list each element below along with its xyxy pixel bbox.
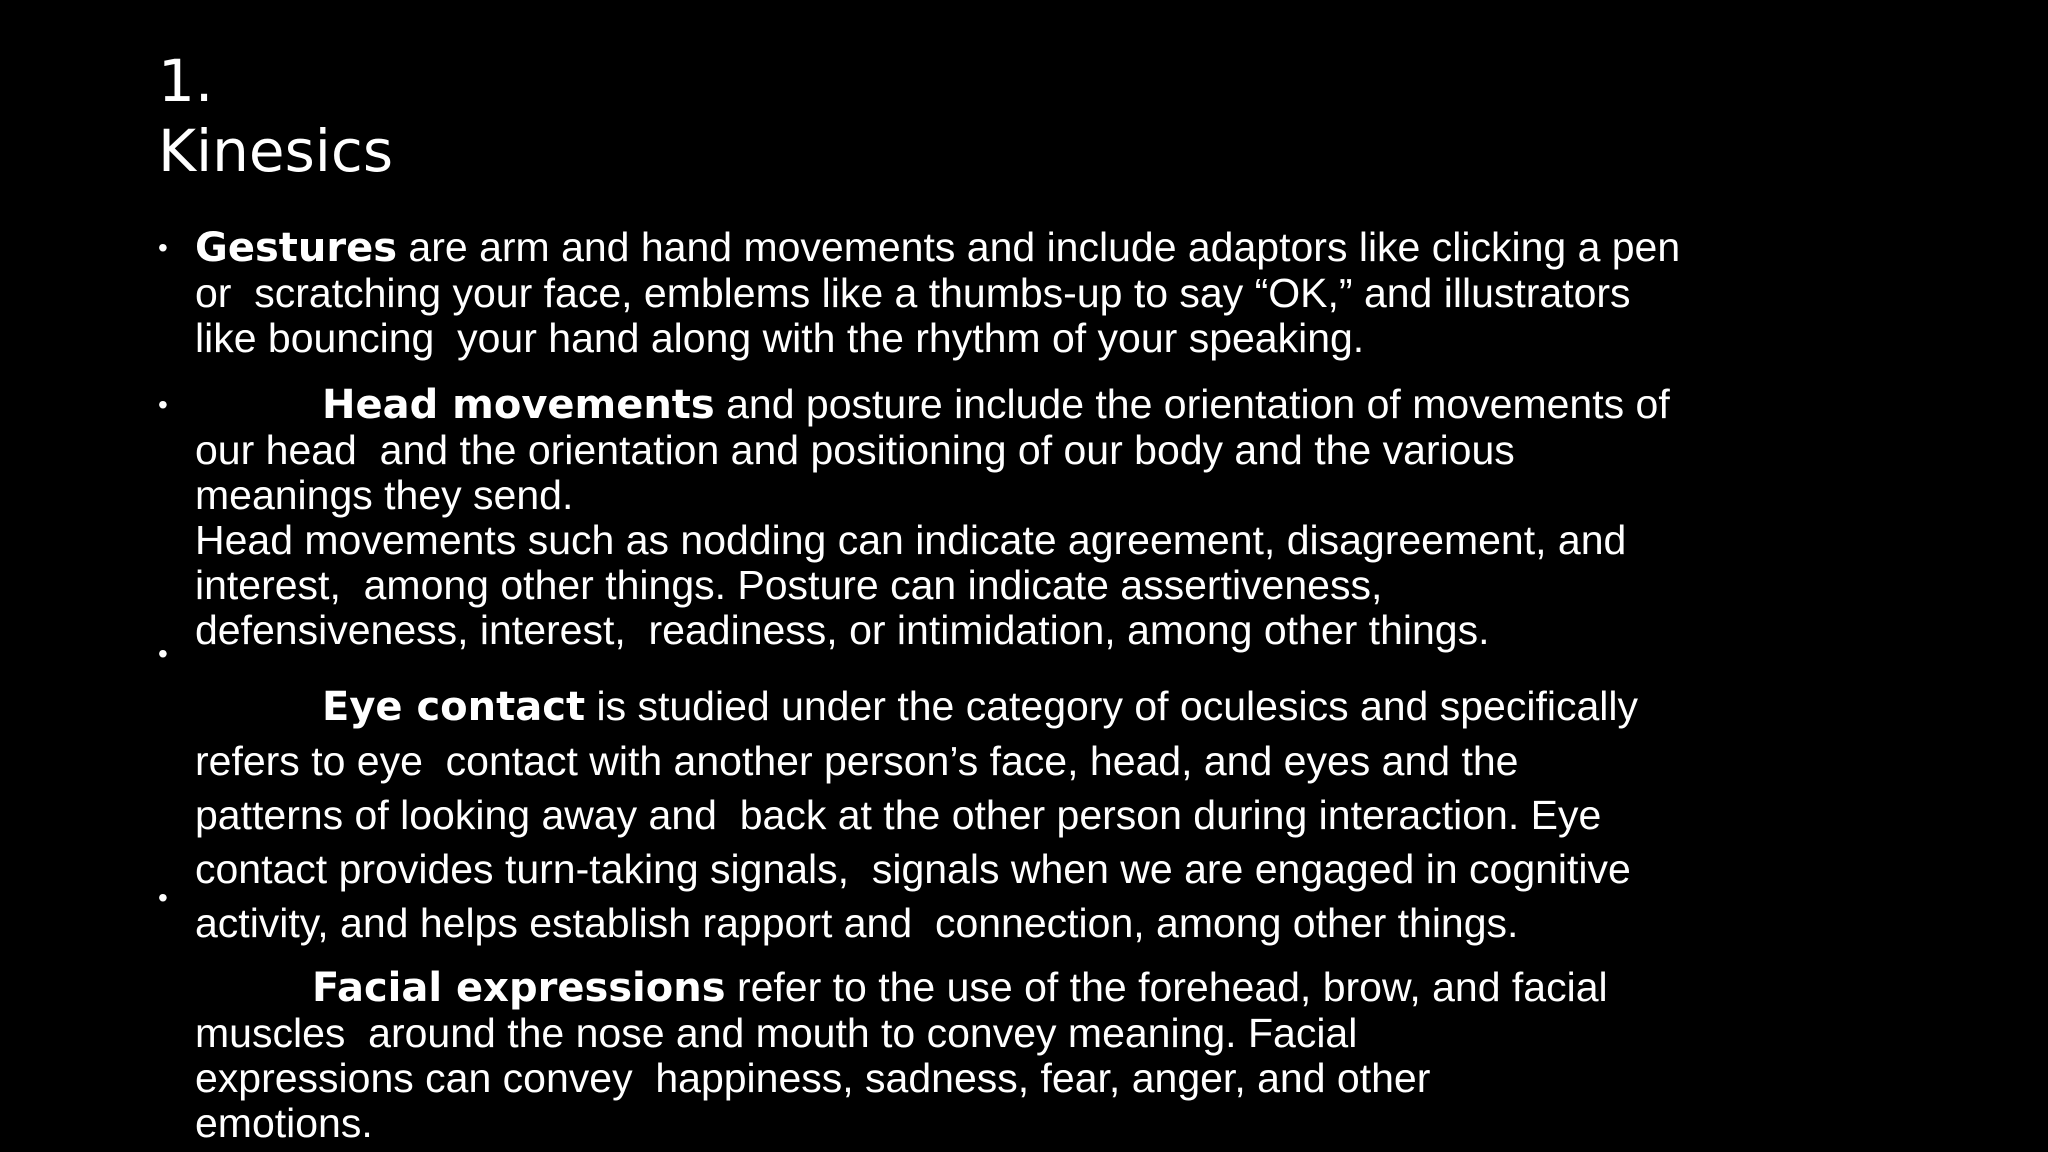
- paragraph-line: meanings they send.: [195, 472, 574, 518]
- bullet-facial-expressions: •: [158, 882, 168, 913]
- keyword-gestures: Gestures: [195, 225, 398, 271]
- paragraph-line: patterns of looking away and back at the other person during interaction. Eye: [195, 792, 1602, 838]
- paragraph-line: emotions.: [195, 1100, 373, 1146]
- paragraph-line: defensiveness, interest, readiness, or intimidation, among other things.: [195, 607, 1490, 653]
- paragraph-gestures: [195, 225, 1955, 361]
- paragraph-eye-contact: [195, 679, 1955, 950]
- paragraph-line: Head movements such as nodding can indicate agreement, disagreement, and: [195, 517, 1627, 563]
- bullet-head-movements: •: [158, 389, 168, 420]
- paragraph-line: interest, among other things. Posture can indicate assertiveness,: [195, 562, 1383, 608]
- paragraph-line: contact provides turn-taking signals, signals when we are engaged in cognitive: [195, 846, 1631, 892]
- paragraph-line: Facial expressions refer to the use of the forehead, brow, and facial: [312, 964, 1608, 1011]
- keyword-eye-contact: Eye contact: [322, 684, 586, 730]
- section-title: Kinesics: [158, 117, 394, 185]
- section-number: 1.: [158, 47, 214, 115]
- paragraph-line: muscles around the nose and mouth to convey meaning. Facial: [195, 1010, 1358, 1056]
- keyword-facial-expressions: Facial expressions: [312, 965, 726, 1011]
- paragraph-head-movements: [195, 382, 1955, 653]
- paragraph-line: activity, and helps establish rapport and connection, among other things.: [195, 900, 1519, 946]
- paragraph-line: Gestures are arm and hand movements and include adaptors like clicking a pen: [195, 224, 1681, 271]
- paragraph-line: our head and the orientation and positioning of our body and the various: [195, 427, 1515, 473]
- keyword-head-movements: Head movements: [322, 382, 715, 428]
- paragraph-line: expressions can convey happiness, sadness, fear, anger, and other: [195, 1055, 1431, 1101]
- paragraph-line: or scratching your face, emblems like a thumbs-up to say “OK,” and illustrators: [195, 270, 1631, 316]
- paragraph-line: Eye contact is studied under the category of oculesics and specifically: [322, 683, 1638, 730]
- paragraph-line: Head movements and posture include the orientation of movements of: [322, 381, 1670, 428]
- paragraph-facial-expressions: [195, 965, 1955, 1146]
- bullet-gestures: •: [158, 232, 168, 263]
- bullet-eye-contact: •: [158, 638, 168, 669]
- slide-title: [158, 46, 393, 186]
- paragraph-line: like bouncing your hand along with the rhythm of your speaking.: [195, 315, 1365, 361]
- paragraph-line: refers to eye contact with another person’s face, head, and eyes and the: [195, 738, 1519, 784]
